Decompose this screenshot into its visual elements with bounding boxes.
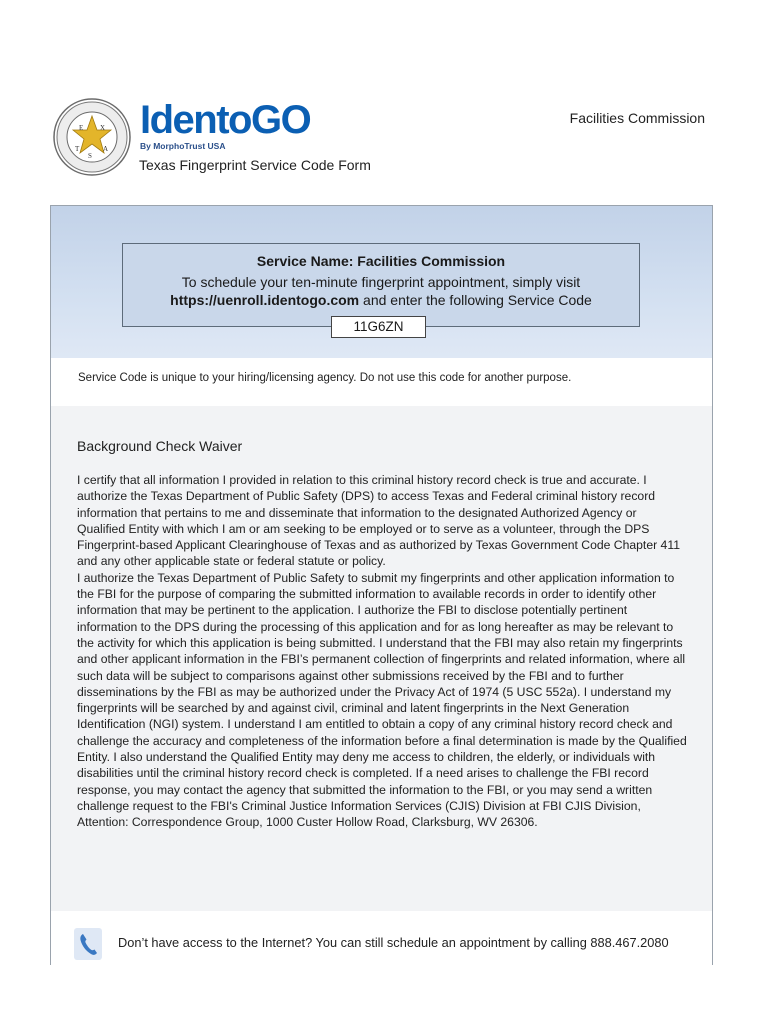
agency-name: Facilities Commission [569,110,705,126]
waiver-title: Background Check Waiver [77,438,243,454]
code-notice: Service Code is unique to your hiring/licensing agency. Do not use this code for another purpose. [78,372,572,384]
service-instruction-line2: https://uenroll.identogo.com and enter the following Service Code [170,292,592,308]
phone-footer [51,911,712,965]
seal-letter-x: X [100,124,106,132]
phone-icon [74,928,102,960]
enroll-url[interactable]: https://uenroll.identogo.com [170,292,360,308]
waiver-paragraph: I certify that all information I provided in relation to this criminal history record check is true and accurate. I authorize the Texas Department of Public Safety (DPS) to access Texas and Federal criminal history record information that pertains to me and disseminate that information to the designated Authorized Agency or Qualified Entity with which I am or am seeking to be employed or to serve as a volunteer, through the DPS Fingerprint-based Applicant Clearinghouse of Texas and as authorized by Texas Government Code Chapter 411 and any other applicable state or federal statute or policy. [77,473,680,569]
brand-subtitle: By MorphoTrust USA [140,141,226,151]
service-hero [51,206,712,358]
dps-seal-logo [53,98,131,176]
brand-block [140,100,310,151]
waiver-paragraph: I authorize the Texas Department of Public Safety to submit my fingerprints and other application information to the FBI for the purpose of comparing the submitted information to available records in order to identify other information that may be pertinent to the application. I authorize the FBI to disclose potentially pertinent information to the DPS during the processing of this application and for as long hereafter as may be relevant to the activity for which this application is being submitted. I understand that the FBI may also retain my fingerprints and other applicant information in the FBI’s permanent collection of fingerprints and related information, where all such data will be subject to comparisons against other submissions received by the FBI and to further disseminations by the FBI as may be authorized under the Privacy Act of 1974 (5 USC 552a). I understand my fingerprints will be searched by and against civil, criminal and latent fingerprints in the Next Generation Identification (NGI) system. I understand I am entitled to obtain a copy of any criminal history record check and challenge the accuracy and completeness of the information before a final determination is made by the Qualified Entity. I also understand the Qualified Entity may deny me access to children, the elderly, or individuals with disabilities until the criminal history record check is completed. If a need arises to challenge the FBI record response, you may contact the agency that submitted the information to the FBI, or you may send a written challenge request to the FBI's Criminal Justice Information Services (CJIS) Division at FBI CJIS Division, Attention: Correspondence Group, 1000 Custer Hollow Road, Clarksburg, WV 26306. [77,570,687,830]
service-code: 11G6ZN [331,316,426,338]
seal-letter-e: E [79,124,84,132]
service-info-box [122,243,640,327]
seal-letter-a: A [103,145,109,153]
seal-letter-s: S [88,152,92,160]
identogo-logo: IdentoGO [140,98,311,142]
form-panel [50,205,713,965]
form-title: Texas Fingerprint Service Code Form [139,157,371,173]
service-instruction: To schedule your ten-minute fingerprint appointment, simply visit [181,274,581,290]
seal-letter-t: T [75,145,80,153]
code-notice-band [51,358,712,406]
service-name: Service Name: Facilities Commission [256,253,506,269]
waiver-body [77,472,687,831]
phone-footer-text: Don’t have access to the Internet? You can still schedule an appointment by calling 888.467.2080 [118,935,669,950]
